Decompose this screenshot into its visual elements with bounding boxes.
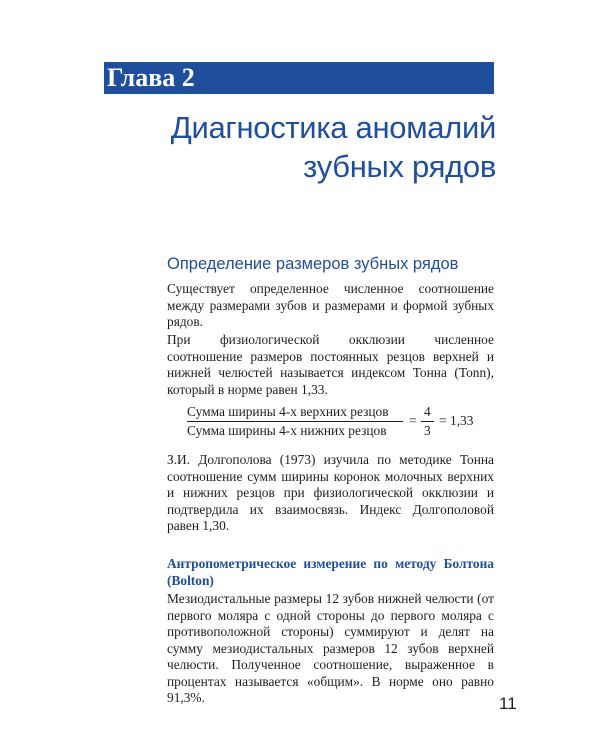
chapter-title: [171, 108, 496, 186]
formula-equals-sign: =: [409, 413, 417, 428]
formula-equals-sign-2: =: [439, 413, 447, 428]
subsection-heading-bolton: Антропометрическое измерение по методу Болтона (Bolton): [167, 556, 494, 588]
paragraph-bolton: Мезиодистальные размеры 12 зубов нижней челюсти (от первого моляра с одной стороны до первого моляра с противоположной стороны) суммируют и делят на сумму мезиодистальных размеров 12 зубов верхней челюсти. Полученное соотношение, выраженное в процентах называется «общим». В норме оно равно 91,3%.: [167, 591, 494, 705]
formula-ratio-numerator: 4: [424, 404, 431, 419]
chapter-title-line-1: Диагностика аномалий: [170, 110, 496, 145]
chapter-label-bar: [104, 62, 494, 94]
formula-numerator: Сумма ширины 4-х верхних резцов: [187, 404, 389, 419]
formula-ratio-line: [421, 421, 434, 422]
paragraph-tonn-index: При физиологической окклюзии численное соотношение размеров постоянных резцов верхней и нижней челюстей называется индексом Тонна (Tonn), который в норме равен 1,33.: [167, 332, 494, 397]
formula-ratio-denominator: 3: [424, 423, 431, 438]
page-number: 11: [499, 694, 517, 713]
paragraph-relationship: Существует определенное численное соотношение между размерами зубов и размерами и формой зубных рядов.: [167, 281, 494, 329]
paragraph-dolgopolova: З.И. Долгополова (1973) изучила по методике Тонна соотношение сумм ширины коронок молочных верхних и нижних резцов при физиологической окклюзии и подтвердила их взаимосвязь. Индекс Долгополовой равен 1,30.: [167, 452, 494, 533]
chapter-label: Глава 2: [107, 63, 195, 92]
chapter-title-line-2: зубных рядов: [303, 149, 496, 184]
formula-denominator: Сумма ширины 4-х нижних резцов: [187, 423, 387, 438]
section-heading: Определение размеров зубных рядов: [167, 255, 459, 273]
formula-result: 1,33: [450, 413, 474, 428]
formula-fraction-line: [187, 421, 403, 422]
